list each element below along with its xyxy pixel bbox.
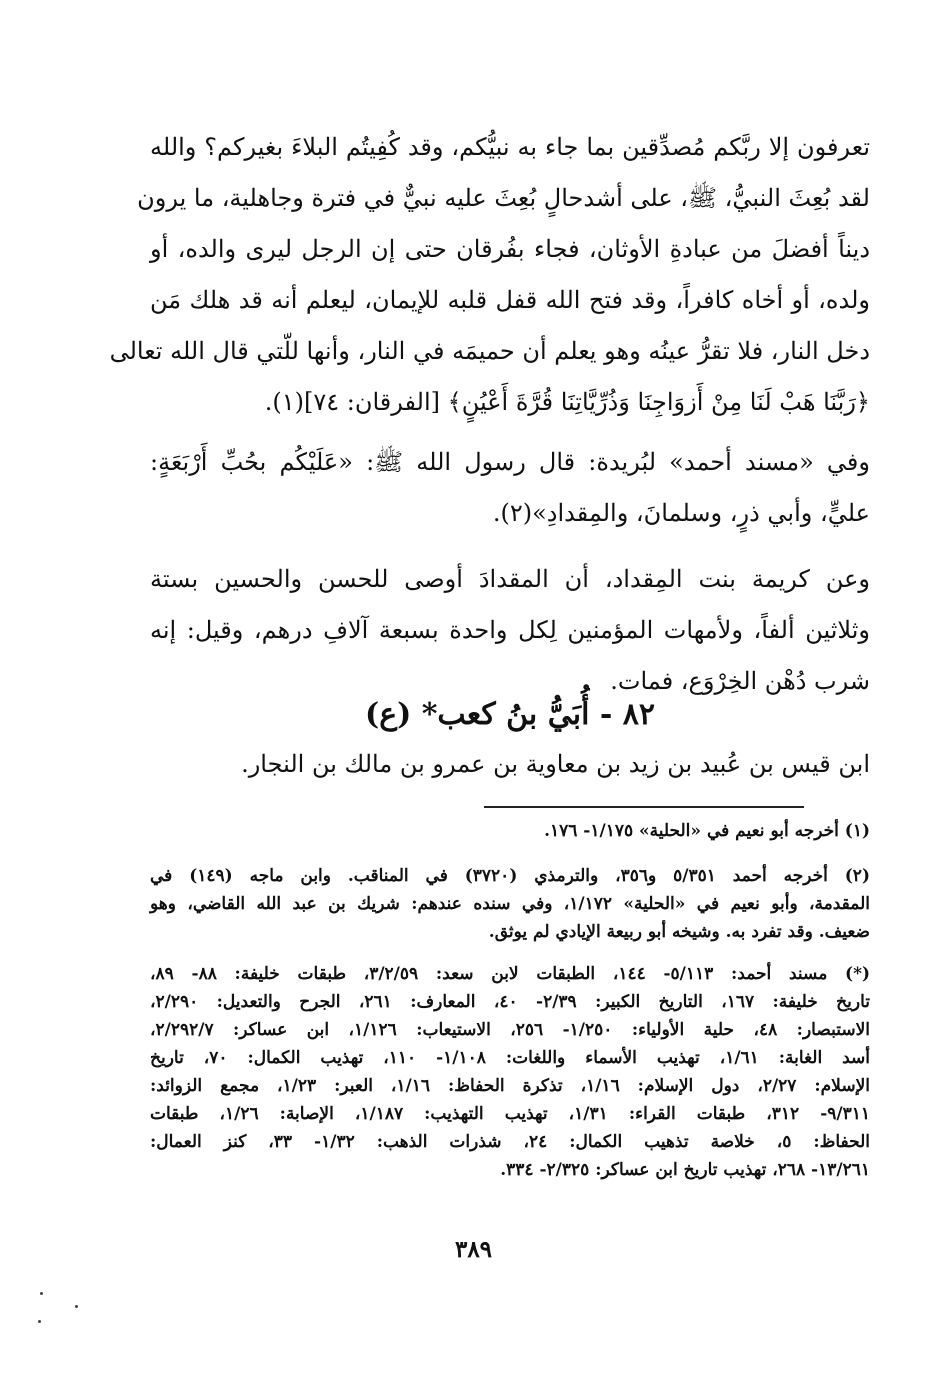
footnote-line: المقدمة، وأبو نعيم في «الحلية» ١/١٧٢، وفي سنده عندهم: شريك بن عبد الله القاضي، وهو	[150, 894, 871, 914]
footnote-line: أسد الغابة: ١/٦١، تهذيب الأسماء واللغات: ١/١٠٨- ١١٠، تهذيب الكمال: ٧٠، تاريخ	[150, 1048, 871, 1068]
text-line: ﴿رَبَّنَا هَبْ لَنَا مِنْ أَزوَاجِنَا وَذُرِّيَّاتِنَا قُرَّةَ أَعْيُنٍ﴾ [الفرقان: ٧٤](١).	[264, 388, 870, 416]
text-line: ولده، أو أخاه كافراً، وقد فتح الله قفل قلبه للإيمان، ليعلم أنه قد هلك مَن	[150, 286, 870, 314]
paragraph-2	[150, 437, 870, 539]
page-number: ٣٨٩	[454, 1236, 493, 1263]
paragraph-1	[109, 122, 870, 428]
text-line: وعن كريمة بنت المِقداد، أن المقدادَ أوصى للحسن والحسين بستة	[150, 565, 870, 593]
footnote-separator	[484, 806, 804, 808]
footnote-line: ضعيف. وقد تفرد به. وشيخه أبو ربيعة الإيادي لم يوثق.	[488, 922, 870, 942]
footnote-line: (*) مسند أحمد: ٥/١١٣- ١٤٤، الطبقات لابن سعد: ٣/٢/٥٩، طبقات خليفة: ٨٨- ٨٩،	[150, 964, 871, 984]
text-line: تعرفون إلا ربَّكم مُصدِّقين بما جاء به نبيُّكم، وقد كُفِيتُم البلاءَ بغيركم؟ والله	[150, 133, 870, 161]
lineage-line	[150, 739, 870, 790]
footnote-sources	[150, 960, 870, 1184]
footnote-line: الاستبصار: ٤٨، حلية الأولياء: ١/٢٥٠- ٢٥٦، الاستيعاب: ١/١٢٦، ابن عساكر: ٢/٢٩٢/٧،	[150, 1020, 871, 1040]
footnote-line: (١) أخرجه أبو نعيم في «الحلية» ١/١٧٥- ١٧٦.	[544, 821, 870, 841]
text-line: ديناً أفضلَ من عبادةِ الأوثان، فجاء بفُرقان حتى إن الرجل ليرى والده، أو	[150, 235, 870, 263]
section-heading: ٨٢ - أُبَيُّ بنُ كعب* (ع)	[365, 697, 655, 732]
footnote-line: الحفاظ: ٥، خلاصة تذهيب الكمال: ٢٤، شذرات الذهب: ١/٣٢- ٣٣، كنز العمال:	[150, 1132, 871, 1152]
text-line: دخل النار، فلا تقرُّ عينُه وهو يعلم أن حميمَه في النار، وأنها للّتي قال الله تعالى	[109, 337, 870, 365]
text-line: وثلاثين ألفاً، ولأمهات المؤمنين لِكل واحدة بسبعة آلافِ درهم، وقيل: إنه	[150, 616, 870, 644]
paragraph-3	[150, 554, 870, 707]
text-line: شرب دُهْن الخِرْوَع، فمات.	[610, 667, 870, 695]
scan-speck	[38, 1320, 41, 1323]
scan-speck	[40, 1292, 43, 1295]
footnote-line: الإسلام: ٢/٢٧، دول الإسلام: ١/١٦، تذكرة الحفاظ: ١/١٦، العبر: ١/٢٣، مجمع الزوائد:	[150, 1076, 870, 1096]
scan-speck	[75, 1305, 78, 1308]
text-line: ابن قيس بن عُبيد بن زيد بن معاوية بن عمرو بن مالك بن النجار.	[241, 750, 870, 778]
footnote-line: ١٣/٢٦١- ٢٦٨، تهذيب تاريخ ابن عساكر: ٢/٣٢٥- ٣٣٤.	[500, 1160, 870, 1180]
text-line: لقد بُعِثَ النبيُّ، ﷺ، على أشدحالٍ بُعِثَ عليه نبيٌّ في فترة وجاهلية، ما يرون	[137, 184, 870, 212]
footnote-1	[150, 817, 870, 845]
text-line: عليٍّ، وأبي ذرٍ، وسلمانَ، والمِقدادِ»(٢).	[492, 499, 870, 527]
footnote-line: ٩/٣١١- ٣١٢، طبقات القراء: ١/٣١، تهذيب التهذيب: ١/١٨٧، الإصابة: ١/٢٦، طبقات	[150, 1104, 870, 1124]
text-line: وفي «مسند أحمد» لبُريدة: قال رسول الله ﷺ: «عَلَيْكُم بحُبِّ أَرْبَعَةٍ:	[150, 448, 870, 476]
footnote-line: تاريخ خليفة: ١٦٧، التاريخ الكبير: ٢/٣٩- ٤٠، المعارف: ٢٦١، الجرح والتعديل: ٢/٢٩٠،	[150, 992, 870, 1012]
footnote-2	[150, 862, 870, 946]
footnote-line: (٢) أخرجه أحمد ٥/٣٥١ و٣٥٦، والترمذي (٣٧٢٠) في المناقب. وابن ماجه (١٤٩) في	[150, 866, 870, 886]
